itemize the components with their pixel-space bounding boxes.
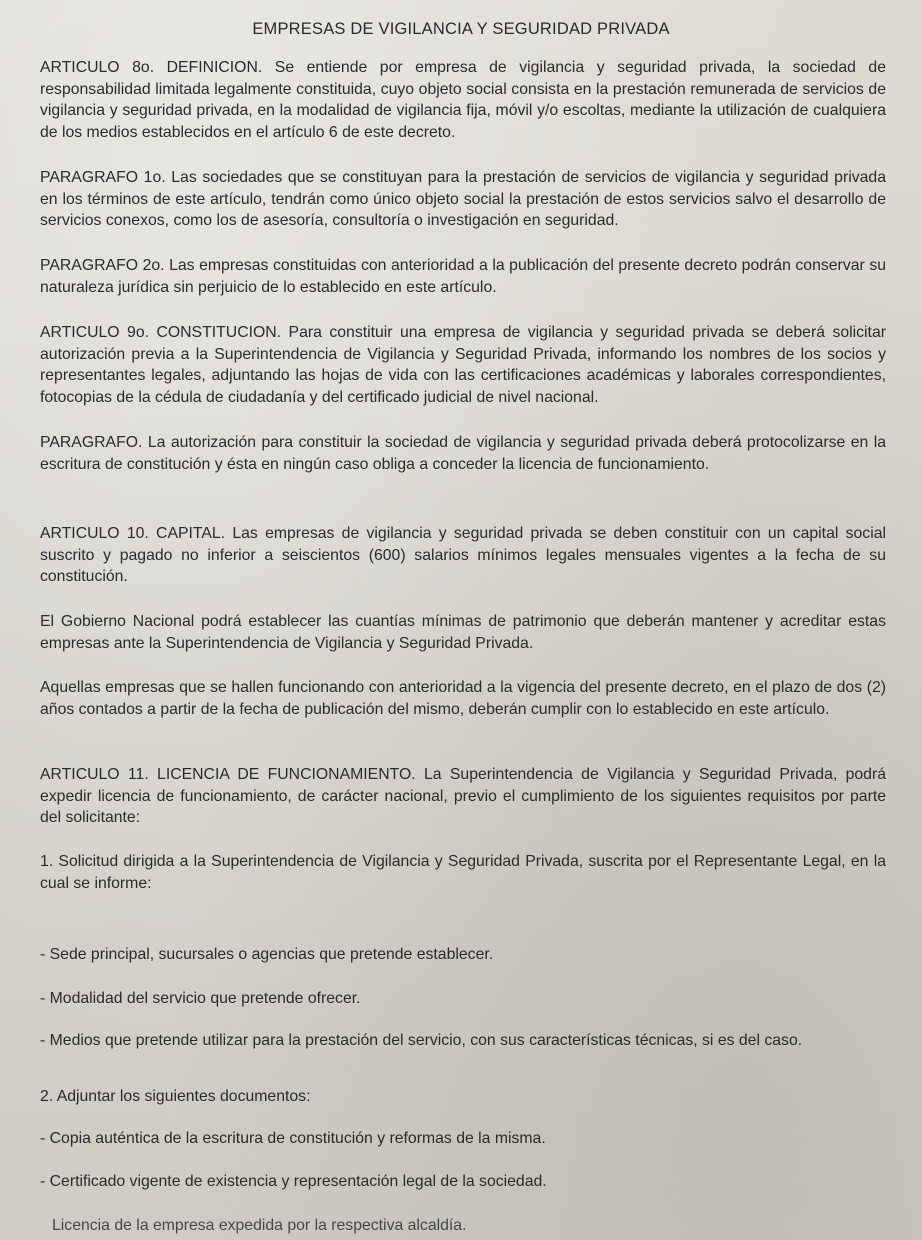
list-item: - Certificado vigente de existencia y representación legal de la sociedad. [40,1173,547,1190]
list-item: - Sede principal, sucursales o agencias que pretende establecer. [40,946,494,963]
list-item: Licencia de la empresa expedida por la respectiva alcaldía. [52,1217,467,1234]
article-8-definicion: ARTICULO 8o. DEFINICION. Se entiende por empresa de vigilancia y seguridad privada, la sociedad de responsabilidad limitada legalmente constituida, cuyo objeto social consista en la prestación remunerada de servicios de vigilancia y seguridad privada, en la modalidad de vigilancia fija, móvil y/o escoltas, mediante la utilización de cualquiera de los medios establecidos en el artículo 6 de este decreto. [40,59,886,141]
list-item: - Medios que pretende utilizar para la prestación del servicio, con sus características técnicas, si es del caso. [40,1032,803,1049]
paragrafo-autorizacion: PARAGRAFO. La autorización para constituir la sociedad de vigilancia y seguridad privada deberá protocolizarse en la escritura de constitución y ésta en ningún caso obliga a conceder la licencia de funcionamiento. [40,434,886,473]
list-item: - Copia auténtica de la escritura de constitución y reformas de la misma. [40,1130,546,1147]
empresas-funcionando-paragraph: Aquellas empresas que se hallen funcionando con anterioridad a la vigencia del presente decreto, en el plazo de dos (2) años contados a partir de la fecha de publicación del mismo, deberán cumplir con lo establecido en este artículo. [40,679,886,718]
article-9-constitucion: ARTICULO 9o. CONSTITUCION. Para constituir una empresa de vigilancia y seguridad privada se deberá solicitar autorización previa a la Superintendencia de Vigilancia y Seguridad Privada, informando los nombres de los socios y representantes legales, adjuntando las hojas de vida con las certificaciones académicas y laborales correspondientes, fotocopias de la cédula de ciudadanía y del certificado judicial de nivel nacional. [40,324,886,406]
paragrafo-1: PARAGRAFO 1o. Las sociedades que se constituyan para la prestación de servicios de vigilancia y seguridad privada en los términos de este artículo, tendrán como único objeto social la prestación de estos servicios salvo el desarrollo de servicios conexos, como los de asesoría, consultoría o investigación en seguridad. [40,169,886,229]
article-11-licencia: ARTICULO 11. LICENCIA DE FUNCIONAMIENTO. La Superintendencia de Vigilancia y Seguridad Privada, podrá expedir licencia de funcionamiento, de carácter nacional, previo el cumplimiento de los siguientes requisitos por parte del solicitante: [40,766,886,826]
gobierno-nacional-paragraph: El Gobierno Nacional podrá establecer las cuantías mínimas de patrimonio que deberán mantener y acreditar estas empresas ante la Superintendencia de Vigilancia y Seguridad Privada. [40,613,886,652]
list-item: - Modalidad del servicio que pretende ofrecer. [40,990,361,1007]
document-title: EMPRESAS DE VIGILANCIA Y SEGURIDAD PRIVADA [252,20,670,38]
article-10-capital: ARTICULO 10. CAPITAL. Las empresas de vigilancia y seguridad privada se deben constituir con un capital social suscrito y pagado no inferior a seiscientos (600) salarios mínimos legales mensuales vigentes a la fecha de su constitución. [40,525,886,585]
requisito-2-documentos: 2. Adjuntar los siguientes documentos: [40,1088,311,1105]
paragrafo-2: PARAGRAFO 2o. Las empresas constituidas con anterioridad a la publicación del presente decreto podrán conservar su naturaleza jurídica sin perjuicio de lo establecido en este artículo. [40,257,886,296]
requisito-1-solicitud: 1. Solicitud dirigida a la Superintendencia de Vigilancia y Seguridad Privada, suscrita por el Representante Legal, en la cual se informe: [40,853,886,892]
